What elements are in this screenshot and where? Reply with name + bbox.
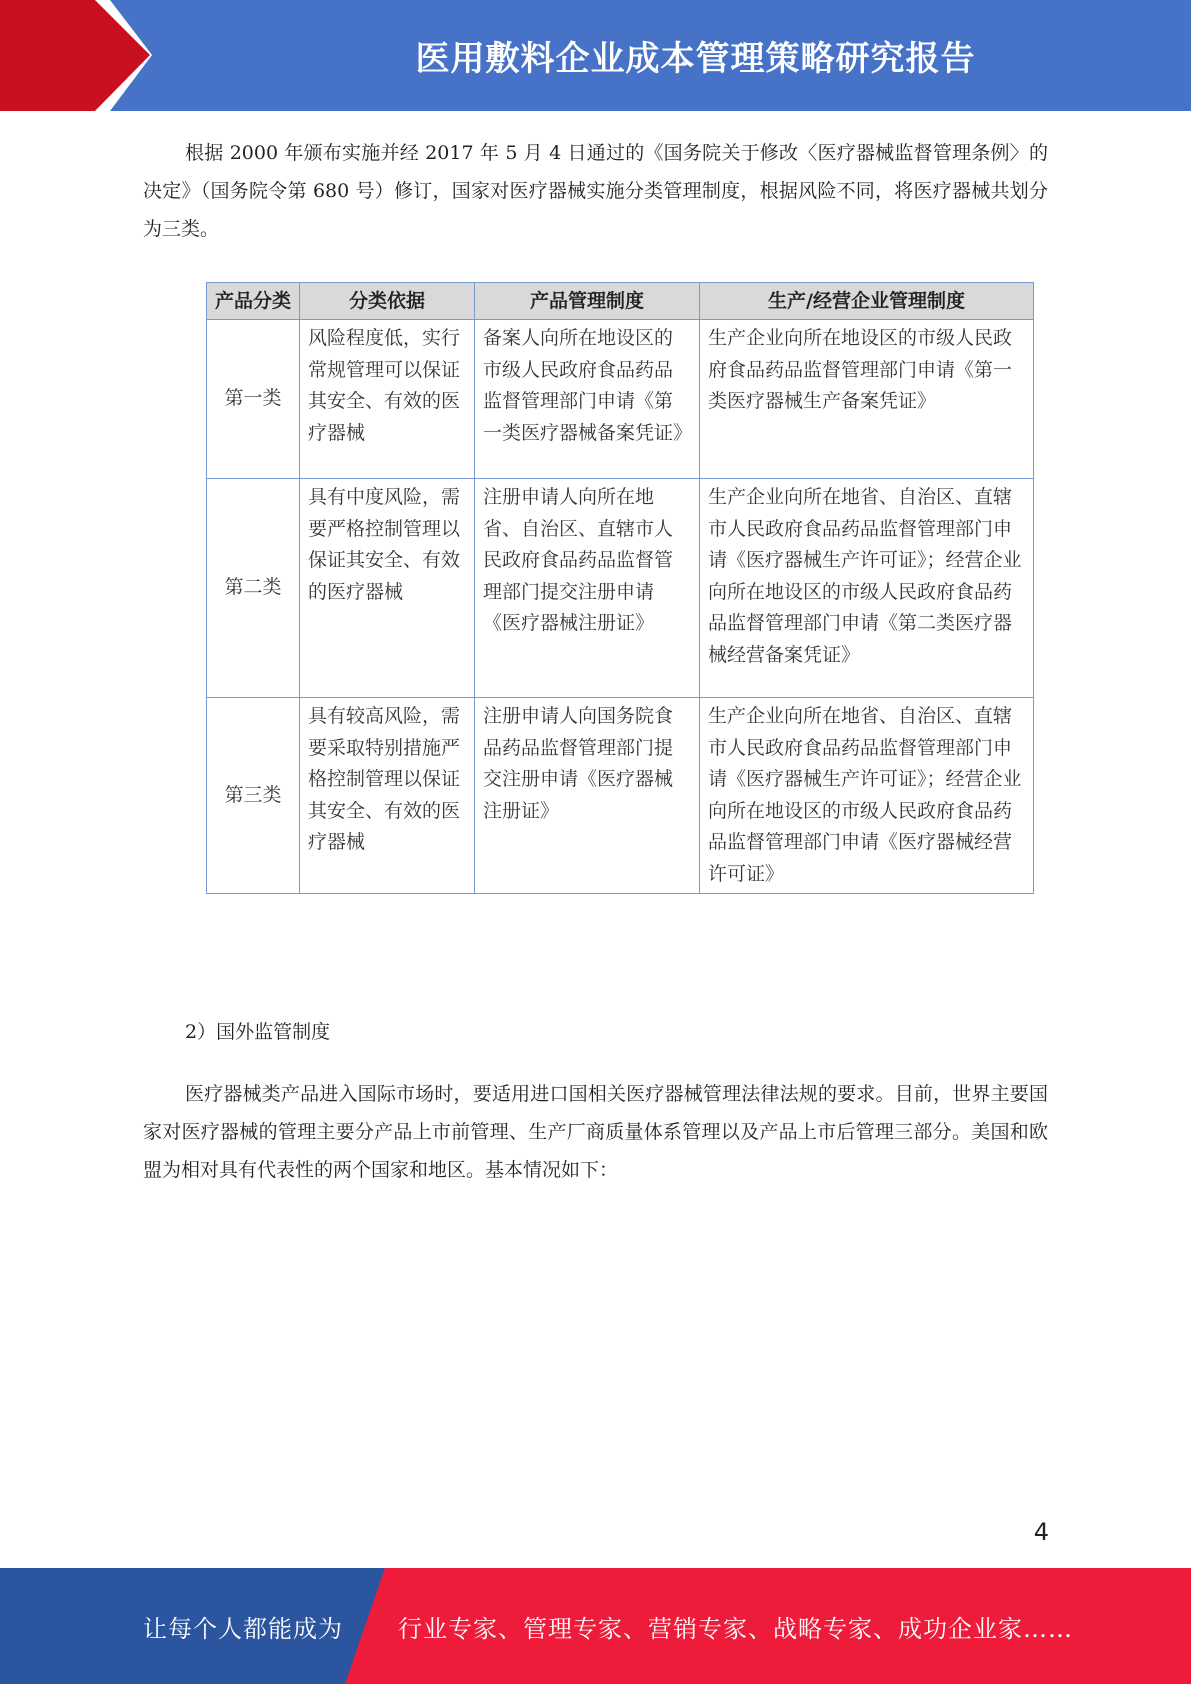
report-title: 医用敷料企业成本管理策略研究报告 <box>415 39 976 79</box>
cell-category: 第三类 <box>207 698 300 894</box>
footer-slogan-right: 行业专家、管理专家、营销专家、战略专家、成功企业家…… <box>398 1614 1073 1643</box>
header-category: 产品分类 <box>207 283 300 320</box>
page-number: 4 <box>1033 1518 1049 1546</box>
table-header-row <box>207 283 1034 320</box>
cell-category: 第二类 <box>207 479 300 698</box>
cell-basis: 风险程度低，实行常规管理可以保证其安全、有效的医疗器械 <box>300 320 475 479</box>
cell-product: 备案人向所在地设区的市级人民政府食品药品监督管理部门申请《第一类医疗器械备案凭证》 <box>475 320 700 479</box>
footer-banner <box>0 1568 1191 1684</box>
cell-basis: 具有中度风险，需要严格控制管理以保证其安全、有效的医疗器械 <box>300 479 475 698</box>
header-product-management: 产品管理制度 <box>475 283 700 320</box>
cell-enterprise: 生产企业向所在地省、自治区、直辖市人民政府食品药品监督管理部门申请《医疗器械生产许可证》；经营企业向所在地设区的市级人民政府食品药品监督管理部门申请《医疗器械经营许可证》 <box>700 698 1034 894</box>
table-row <box>207 479 1034 698</box>
footer-slogan-left: 让每个人都能成为 <box>143 1614 343 1643</box>
table-row <box>207 320 1034 479</box>
classification-table <box>206 282 1034 894</box>
classification-table-container <box>206 282 1033 894</box>
intro-paragraph: 根据 2000 年颁布实施并经 2017 年 5 月 4 日通过的《国务院关于修改〈医疗器械监督管理条例〉的决定》（国务院令第 680 号）修订，国家对医疗器械实施分类管理制度，根据风险不同，将医疗器械共划分为三类。 <box>143 142 1048 240</box>
cell-enterprise: 生产企业向所在地省、自治区、直辖市人民政府食品药品监督管理部门申请《医疗器械生产许可证》；经营企业向所在地设区的市级人民政府食品药品监督管理部门申请《第二类医疗器械经营备案凭证》 <box>700 479 1034 698</box>
table-row <box>207 698 1034 894</box>
header-basis: 分类依据 <box>300 283 475 320</box>
cell-product: 注册申请人向所在地省、自治区、直辖市人民政府食品药品监督管理部门提交注册申请《医疗器械注册证》 <box>475 479 700 698</box>
international-paragraph: 医疗器械类产品进入国际市场时，要适用进口国相关医疗器械管理法律法规的要求。目前，世界主要国家对医疗器械的管理主要分产品上市前管理、生产厂商质量体系管理以及产品上市后管理三部分。美国和欧盟为相对具有代表性的两个国家和地区。基本情况如下： <box>143 1083 1048 1181</box>
cell-enterprise: 生产企业向所在地设区的市级人民政府食品药品监督管理部门申请《第一类医疗器械生产备案凭证》 <box>700 320 1034 479</box>
cell-product: 注册申请人向国务院食品药品监督管理部门提交注册申请《医疗器械注册证》 <box>475 698 700 894</box>
header-enterprise-management: 生产/经营企业管理制度 <box>700 283 1034 320</box>
section-heading: 2）国外监管制度 <box>185 1021 331 1043</box>
header-banner <box>0 0 1191 111</box>
cell-basis: 具有较高风险，需要采取特别措施严格控制管理以保证其安全、有效的医疗器械 <box>300 698 475 894</box>
cell-category: 第一类 <box>207 320 300 479</box>
header-arrow-decoration <box>0 0 160 111</box>
